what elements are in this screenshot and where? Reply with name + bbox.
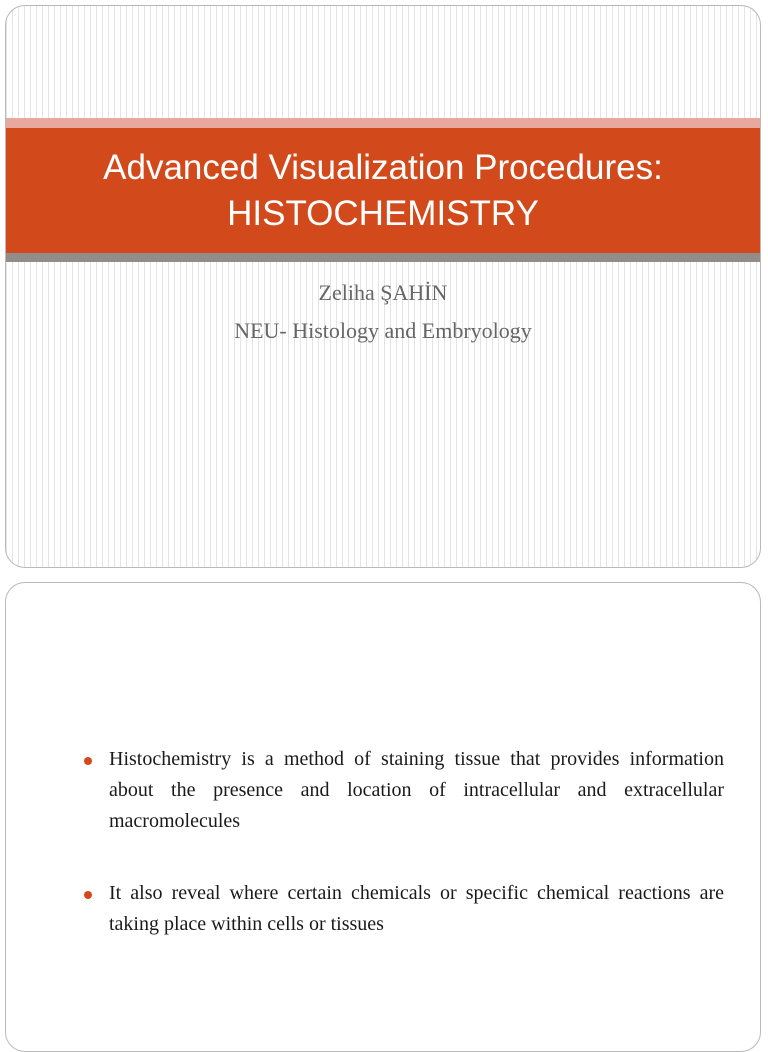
bullet-text: Histochemistry is a method of staining tissue that provides information about the presence and location of intracellular and extracellular macromolecules xyxy=(109,748,724,832)
bullet-item xyxy=(84,878,724,940)
slide-title-line-1: Advanced Visualization Procedures: xyxy=(103,147,663,187)
title-slide xyxy=(5,5,761,568)
title-accent-strip-bottom xyxy=(6,253,760,262)
author-affiliation: NEU- Histology and Embryology xyxy=(234,318,532,343)
author-name: Zeliha ŞAHİN xyxy=(318,280,448,305)
bullet-dot-icon xyxy=(84,757,92,765)
content-slide xyxy=(5,582,761,1052)
bullet-item xyxy=(84,744,724,837)
slide-title-line-2: HISTOCHEMISTRY xyxy=(227,193,539,233)
bullet-list xyxy=(84,744,724,981)
title-accent-strip-top xyxy=(6,118,760,128)
title-band xyxy=(6,128,760,253)
bullet-dot-icon xyxy=(84,891,92,899)
bullet-text: It also reveal where certain chemicals or specific chemical reactions are taking place within cells or tissues xyxy=(109,882,724,935)
